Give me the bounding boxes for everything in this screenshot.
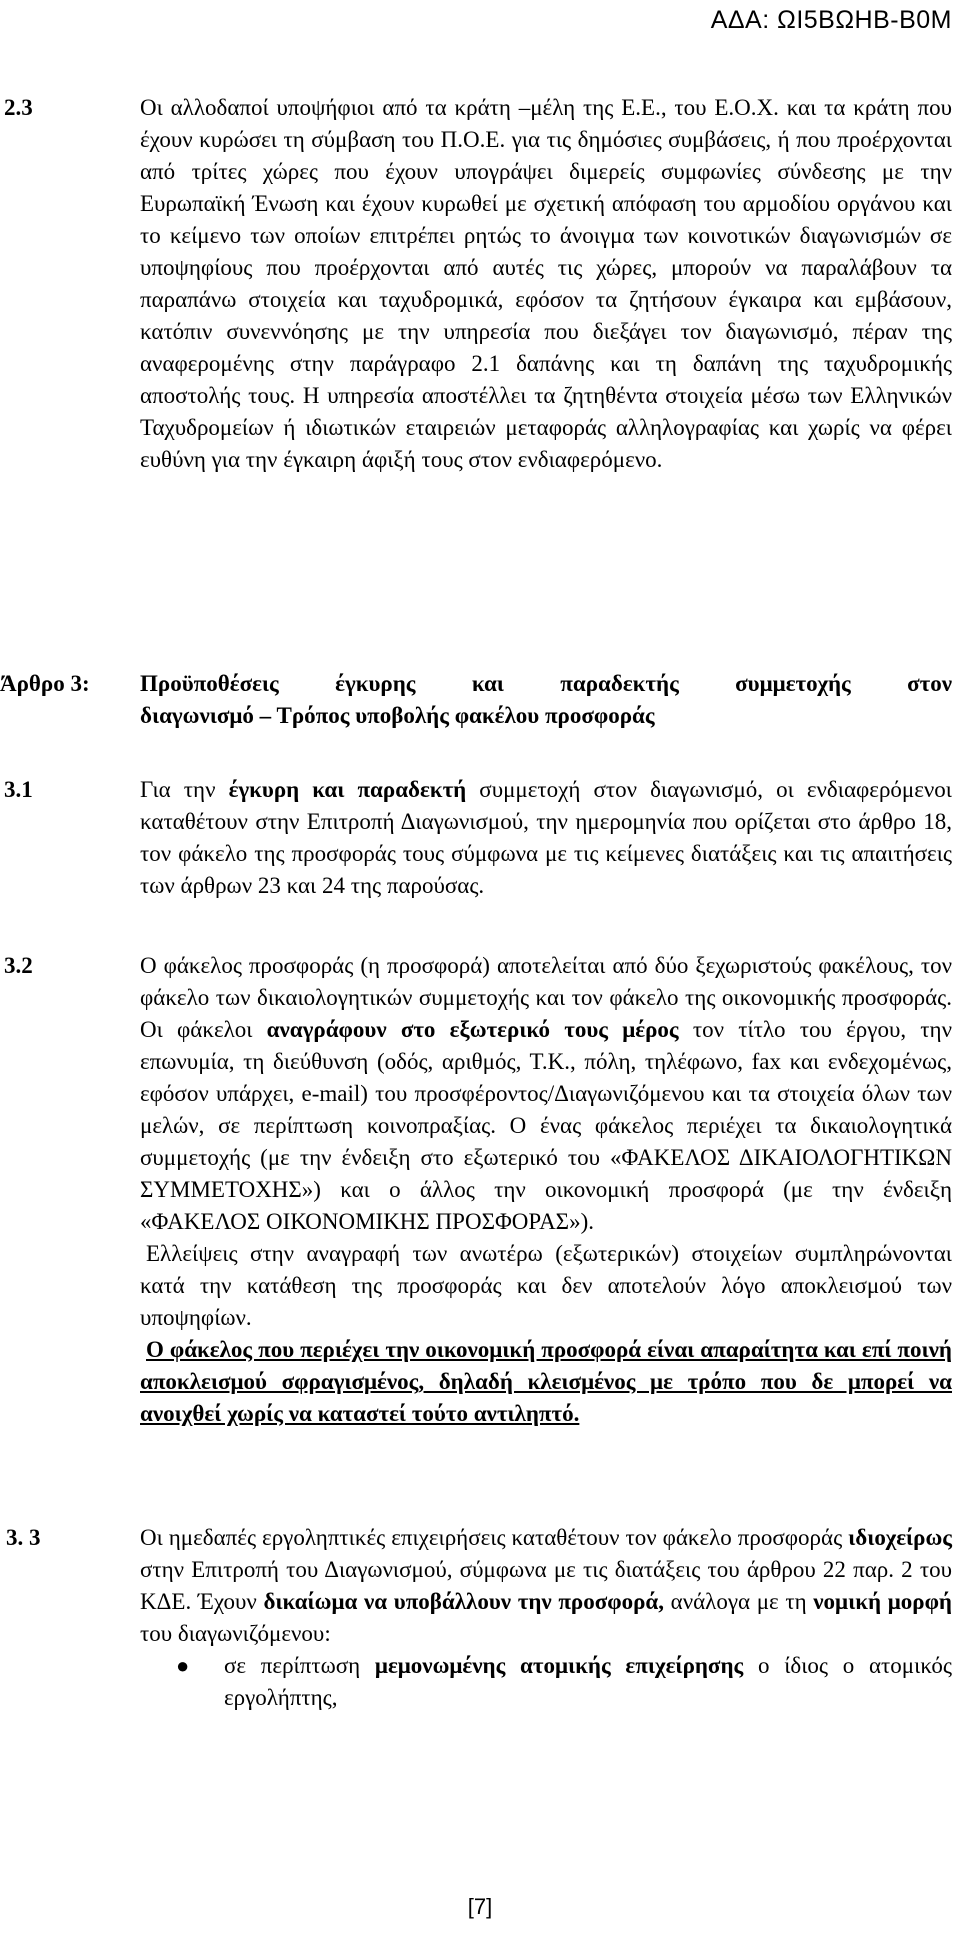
- sole-enterprise-emphasis: μεμονωμένης ατομικής επιχείρησης: [374, 1653, 744, 1678]
- section-2-3-paragraph: Οι αλλοδαποί υποψήφιοι από τα κράτη –μέλη της Ε.Ε., του Ε.Ο.Χ. και τα κράτη που έχουν κυρώσει τη σύμβαση του Π.Ο.Ε. για τις δημόσιες συμβάσεις, ή που προέρχονται από τρίτες χώρες που έχουν υπογράψει διμερείς συμφωνίες σύνδεσης με την Ευρωπαϊκή Ένωση και έχουν κυρωθεί με σχετική απόφαση του αρμοδίου οργάνου και το κείμενο των οποίων επιτρέπει ρητώς το άνοιγμα των κοινοτικών διαγωνισμών σε υποψηφίους που προέρχονται από αυτές τις χώρες, μπορούν να παραλάβουν τα παραπάνω στοιχεία και ταχυδρομικά, εφόσον τα ζητήσουν έγκαιρα και εμβάσουν, κατόπιν συνεννόησης με την υπηρεσία που διεξάγει τον διαγωνισμό, πέραν της αναφερομένης στην παράγραφο 2.1 δαπάνης και τη δαπάνη της ταχυδρομικής αποστολής τους. Η υπηρεσία αποστέλλει τα ζητηθέντα στοιχεία μέσω των Ελληνικών Ταχυδρομείων ή ιδιωτικών εταιρειών μεταφοράς αλληλογραφίας και χωρίς να φέρει ευθύνη για την έγκαιρη άφιξή τους στον ενδιαφερόμενο.: [140, 95, 952, 472]
- section-number-3-2: 3.2: [4, 953, 33, 978]
- outer-marking-emphasis: αναγράφουν στο εξωτερικό τους μέρος: [266, 1017, 679, 1042]
- article-3-title-line1: Προϋποθέσεις έγκυρης και παραδεκτής συμμετοχής στον: [140, 671, 952, 696]
- article-3-label: Άρθρο 3:: [0, 671, 90, 696]
- section-3-2-sealed-envelope-notice: Ο φάκελος που περιέχει την οικονομική προσφορά είναι απαραίτητα και επί ποινή αποκλεισμού σφραγισμένος, δηλαδή κλεισμένος με τρόπο που δε μπορεί να ανοιχθεί χωρίς να καταστεί τούτο αντιληπτό.: [140, 1337, 952, 1426]
- page-number: [7]: [467, 1894, 493, 1919]
- list-item-text: σε περίπτωση μεμονωμένης ατομικής επιχείρησης ο ίδιος ο ατομικός εργολήπτης,: [224, 1653, 953, 1710]
- legal-form-emphasis: νομική μορφή: [813, 1589, 952, 1614]
- section-3-3-text: [140, 1522, 952, 1650]
- valid-admissible-emphasis: έγκυρη και παραδεκτή: [228, 777, 467, 802]
- right-to-submit-emphasis: δικαίωμα να υποβάλλουν την προσφορά,: [263, 1589, 664, 1614]
- section-number-3-3: 3. 3: [6, 1525, 41, 1550]
- section-3-1-text: [140, 774, 952, 902]
- in-person-emphasis: ιδιοχείρως: [848, 1525, 952, 1550]
- section-number-3-1: 3.1: [4, 777, 33, 802]
- article-3-title: [140, 668, 952, 732]
- section-2-3-text: [140, 92, 952, 476]
- section-number-2-3: 2.3: [4, 95, 33, 120]
- section-3-1-paragraph: Για την έγκυρη και παραδεκτή συμμετοχή στον διαγωνισμό, οι ενδιαφερόμενοι καταθέτουν στην Επιτροπή Διαγωνισμού, την ημερομηνία που ορίζεται στο άρθρο 18, τον φάκελο της προσφοράς τους σύμφωνα με τις κείμενες διατάξεις και τις απαιτήσεις των άρθρων 23 και 24 της παρούσας.: [140, 777, 952, 898]
- section-3-2-paragraph-1: Ο φάκελος προσφοράς (η προσφορά) αποτελείται από δύο ξεχωριστούς φακέλους, τον φάκελο των δικαιολογητικών συμμετοχής και τον φάκελο της οικονομικής προσφοράς. Οι φάκελοι αναγράφουν στο εξωτερικό τους μέρος τον τίτλο του έργου, την επωνυμία, τη διεύθυνση (οδός, αριθμός, Τ.Κ., πόλη, τηλέφωνο, fax και ενδεχομένως, εφόσον υπάρχει, e-mail) του προσφέροντος/Διαγωνιζόμενου και τα στοιχεία όλων των μελών, σε περίπτωση κοινοπραξίας. Ο ένας φάκελος περιέχει τα δικαιολογητικά συμμετοχής (με την ένδειξη στο εξωτερικό του «ΦΑΚΕΛΟΣ ΔΙΚΑΙΟΛΟΓΗΤΙΚΩΝ ΣΥΜΜΕΤΟΧΗΣ») και ο άλλος την οικονομική προσφορά (με την ένδειξη «ΦΑΚΕΛΟΣ ΟΙΚΟΝΟΜΙΚΗΣ ΠΡΟΣΦΟΡΑΣ»).: [140, 953, 952, 1234]
- section-3-2-text: [140, 950, 952, 1430]
- section-3-2-paragraph-2: Ελλείψεις στην αναγραφή των ανωτέρω (εξωτερικών) στοιχείων συμπληρώνονται κατά την κατάθεση της προσφοράς και δεν αποτελούν λόγο αποκλεισμού των υποψηφίων.: [140, 1241, 952, 1330]
- ada-code: ΑΔΑ: ΩΙ5ΒΩΗΒ-Β0Μ: [710, 6, 952, 34]
- section-3-3-paragraph: Οι ημεδαπές εργοληπτικές επιχειρήσεις καταθέτουν τον φάκελο προσφοράς ιδιοχείρως στην Επιτροπή του Διαγωνισμού, σύμφωνα με τις διατάξεις του άρθρου 22 παρ. 2 του ΚΔΕ. Έχουν δικαίωμα να υποβάλλουν την προσφορά, ανάλογα με τη νομική μορφή του διαγωνιζόμενου:: [140, 1525, 952, 1646]
- article-3-title-line2: διαγωνισμό – Τρόπος υποβολής φακέλου προσφοράς: [140, 703, 655, 728]
- bullet-icon: ●: [176, 1653, 190, 1678]
